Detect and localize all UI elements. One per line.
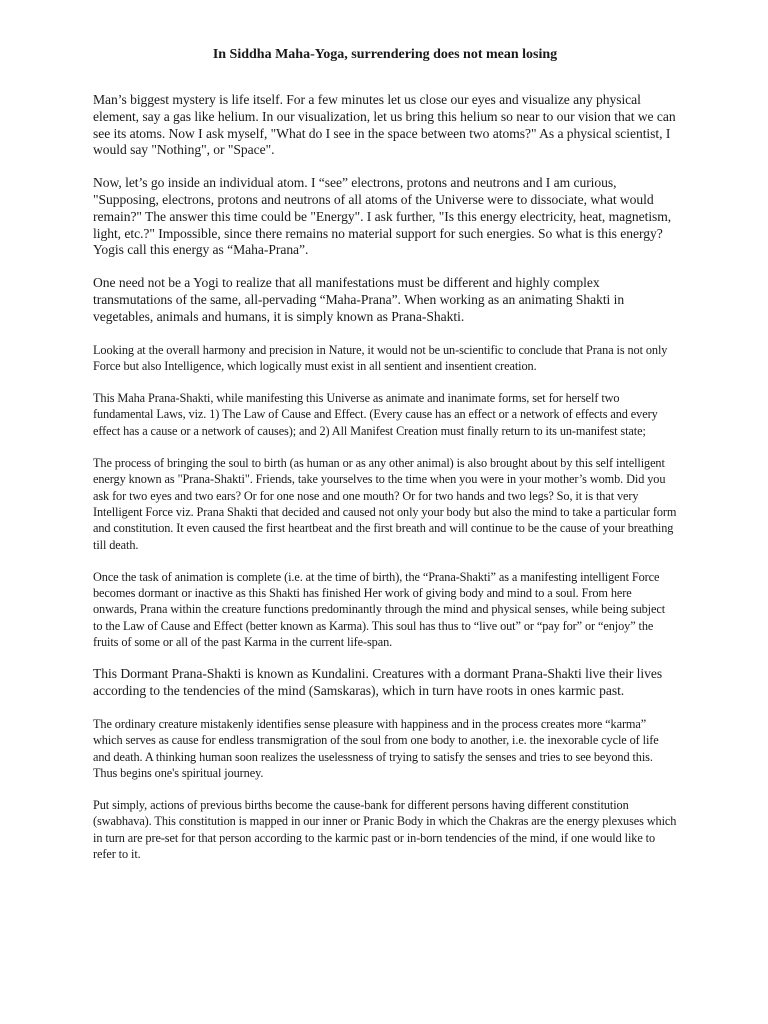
paragraph-animation-complete: Once the task of animation is complete (i.e. at the time of birth), the “Prana-Shakti” as a manifesting intelligent Force becomes dormant or inactive as this Shakti has finished Her work of giving body and mind to a soul. From here onwards, Prana within the creature functions predominantly through the mind and physical senses, while being subject to the Law of Cause and Effect (better known as Karma). This soul has thus to “live out” or “pay for” or “enjoy” the fruits of some or all of the past Karma in the current life-span.: [93, 569, 666, 650]
paragraph-inside-atom: Now, let’s go inside an individual atom. I “see” electrons, protons and neutrons and I am curious, "Supposing, electrons, protons and neutrons of all atoms of the Universe were to dissociate, what would remain?" The answer this time could be "Energy". I ask further, "Is this energy electricity, heat, magnetism, light, etc.?" Impossible, since there remains no material support for such energies. So what is this energy? Yogis call this energy as “Maha-Prana”.: [93, 175, 672, 258]
paragraph-kundalini: This Dormant Prana-Shakti is known as Kundalini. Creatures with a dormant Prana-Shakti live their lives according to the tendencies of the mind (Samskaras), which in turn have roots in ones karmic past.: [93, 666, 663, 699]
paragraph-prana-intelligence: Looking at the overall harmony and precision in Nature, it would not be un-scientific to conclude that Prana is not only Force but also Intelligence, which logically must exist in all sentient and insentient creation.: [93, 342, 668, 373]
paragraph-maha-prana: One need not be a Yogi to realize that all manifestations must be different and highly complex transmutations of the same, all-pervading “Maha-Prana”. When working as an animating Shakti in vegetables, animals and humans, it is simply known as Prana-Shakti.: [93, 275, 625, 324]
paragraph-soul-birth: The process of bringing the soul to birth (as human or as any other animal) is also brought about by this self intelligent energy known as "Prana-Shakti". Friends, take yourselves to the time when you were in your mother’s womb. Did you ask for two eyes and two ears? Or for one nose and one mouth? Or for two hands and two legs? So, it is that very Intelligent Force viz. Prana Shakti that decided and caused not only your body but also the mind to take a particular form and constitution. It even caused the first heartbeat and the first breath and will continue to be the cause of your breathing till death.: [93, 456, 677, 552]
paragraph-life-mystery: Man’s biggest mystery is life itself. For a few minutes let us close our eyes and visualize any physical element, say a gas like helium. In our visualization, let us bring this helium so near to our vision that we can see its atoms. Now I ask myself, "What do I see in the space between two atoms?" As a physical scientist, I would say "Nothing", or "Space".: [93, 92, 676, 158]
document-page: [93, 46, 677, 862]
document-title: In Siddha Maha-Yoga, surrendering does not mean losing: [212, 47, 558, 62]
paragraph-ordinary-creature: The ordinary creature mistakenly identifies sense pleasure with happiness and in the process creates more “karma” which serves as cause for endless transmigration of the soul from one body to another, i.e. the inexorable cycle of life and death. A thinking human soon realizes the uselessness of trying to satisfy the senses and tries to see beyond this. Thus begins one's spiritual journey.: [93, 716, 659, 780]
paragraph-two-laws: This Maha Prana-Shakti, while manifesting this Universe as animate and inanimate forms, set for herself two fundamental Laws, viz. 1) The Law of Cause and Effect. (Every cause has an effect or a network of effects and every effect has a cause or a network of causes); and 2) All Manifest Creation must finally return to its un-manifest state;: [93, 391, 658, 438]
paragraph-cause-bank: Put simply, actions of previous births become the cause-bank for different persons having different constitution (swabhava). This constitution is mapped in our inner or Pranic Body in which the Chakras are the energy plexuses which in turn are pre-set for that person according to the karmic past or in-born tendencies of the mind, if one would like to refer to it.: [93, 798, 677, 861]
